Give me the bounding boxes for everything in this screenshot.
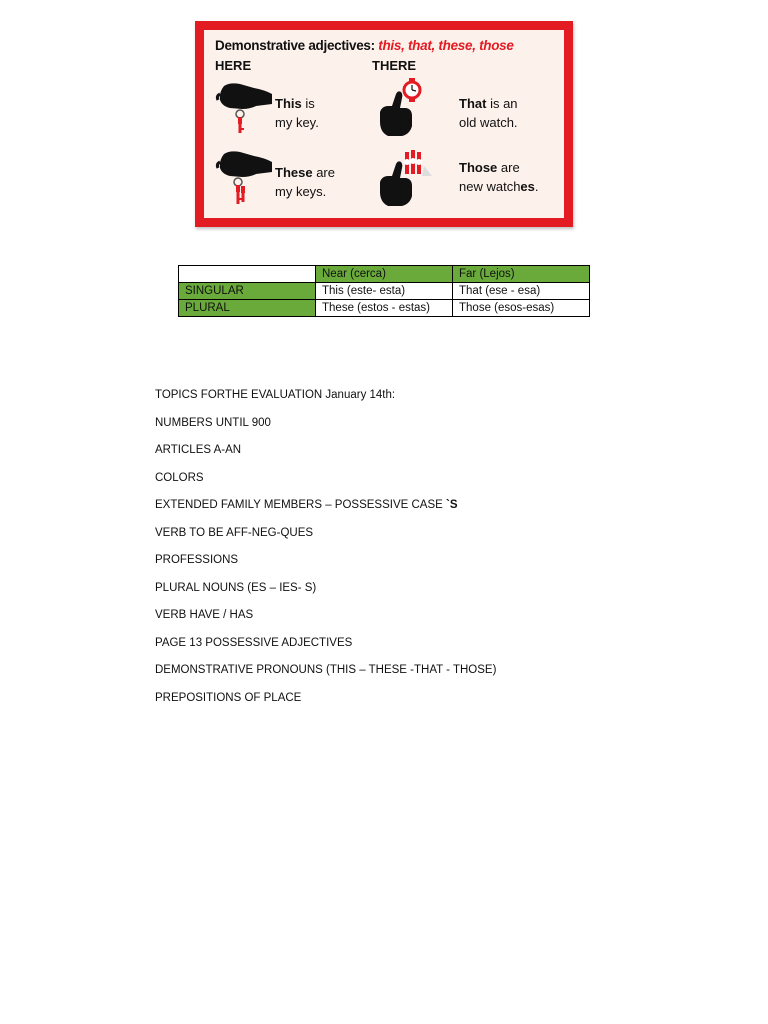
list-item: VERB HAVE / HAS	[155, 609, 254, 621]
table-corner-cell	[179, 266, 316, 283]
list-item: PREPOSITIONS OF PLACE	[155, 691, 302, 704]
evaluation-topics	[155, 388, 496, 718]
list-item: VERB TO BE AFF-NEG-QUES	[155, 526, 314, 539]
title-prefix: Demonstrative adjectives:	[215, 38, 379, 53]
table-row	[179, 300, 590, 317]
table-header-row	[179, 266, 590, 283]
hand-pointing-watch-icon	[372, 76, 432, 138]
table-cell: That (ese - esa)	[453, 283, 590, 300]
topics-heading: TOPICS FORTHE EVALUATION January 14th:	[155, 389, 396, 401]
hand-holding-key-icon	[210, 76, 280, 136]
list-item: PAGE 13 POSSESSIVE ADJECTIVES	[155, 636, 353, 649]
table-cell: These (estos - estas)	[316, 300, 453, 317]
list-item: EXTENDED FAMILY MEMBERS – POSSESSIVE CASE `S	[155, 499, 458, 511]
list-item: PLURAL NOUNS (ES – IES- S)	[155, 581, 317, 594]
list-item: NUMBERS UNTIL 900	[155, 416, 271, 429]
hand-holding-keys-icon	[210, 142, 280, 208]
sentence-those-are-new-watches: Those are new watches.	[459, 160, 539, 194]
list-item: COLORS	[155, 471, 204, 484]
table-row-label-singular: SINGULAR	[179, 283, 316, 300]
table-header-far: Far (Lejos)	[453, 266, 590, 283]
hand-pointing-watches-icon	[372, 142, 442, 208]
table-header-near: Near (cerca)	[316, 266, 453, 283]
table-cell: This (este- esta)	[316, 283, 453, 300]
list-item: PROFESSIONS	[155, 554, 239, 566]
table-row	[179, 283, 590, 300]
here-label: HERE	[215, 58, 252, 73]
sentence-this-is-my-key: This is my key.	[275, 96, 319, 130]
possessive-suffix: `S	[446, 499, 458, 511]
there-label: THERE	[372, 58, 417, 73]
demonstrative-adjectives-infographic	[195, 21, 573, 227]
list-item: ARTICLES A-AN	[155, 444, 242, 456]
sentence-these-are-my-keys: These are my keys.	[275, 165, 335, 199]
list-item: DEMONSTRATIVE PRONOUNS (THIS – THESE -THAT - THOSE)	[155, 664, 497, 676]
table-row-label-plural: PLURAL	[179, 300, 316, 317]
infographic-title	[215, 38, 514, 53]
title-highlight: this, that, these, those	[378, 38, 514, 53]
demonstratives-table	[178, 265, 590, 317]
sentence-that-is-an-old-watch: That is an old watch.	[459, 96, 518, 130]
table-cell: Those (esos-esas)	[453, 300, 590, 317]
infographic-panel	[204, 30, 564, 218]
